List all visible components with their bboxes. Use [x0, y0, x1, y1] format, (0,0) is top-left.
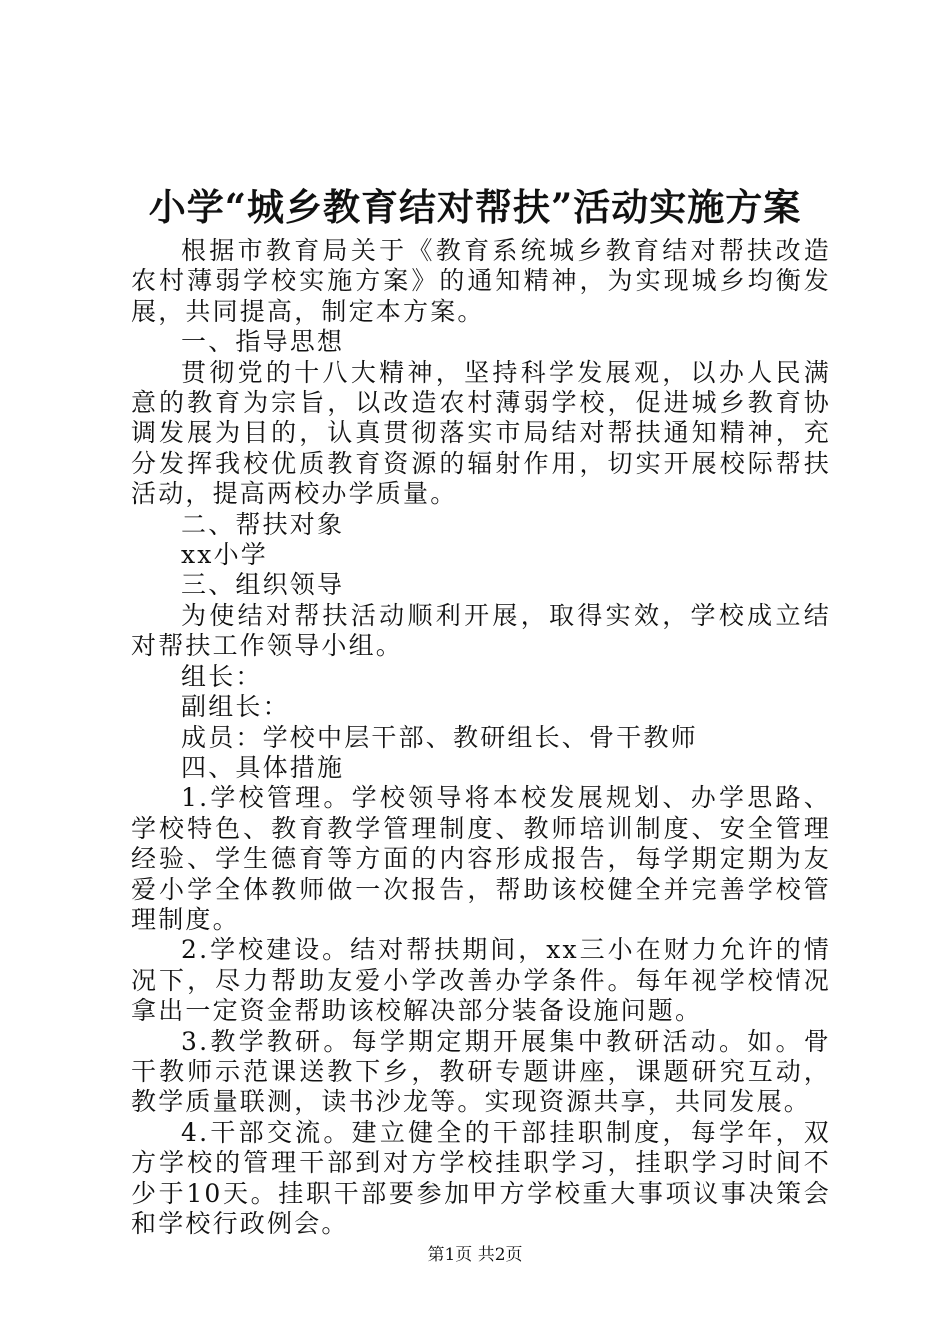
section-heading-guiding-ideology: 一、指导思想 — [181, 327, 345, 357]
team-leader-line: 组长： — [181, 661, 263, 691]
measure-school-management: 1.学校管理。学校领导将本校发展规划、办学思路、学校特色、教育教学管理制度、教师培训制度、安全管理经验、学生德育等方面的内容形成报告，每学期定期为友爱小学全体教师做一次报告，帮助该校健全并完善学校管理制度。 — [131, 783, 831, 934]
document-body — [131, 236, 831, 1239]
section-heading-measures: 四、具体措施 — [181, 752, 345, 782]
intro-paragraph: 根据市教育局关于《教育系统城乡教育结对帮扶改造农村薄弱学校实施方案》的通知精神，为实现城乡均衡发展，共同提高，制定本方案。 — [131, 236, 831, 326]
measure-cadre-exchange: 4.干部交流。建立健全的干部挂职制度，每学年，双方学校的管理干部到对方学校挂职学习，挂职学习时间不少于10天。挂职干部要参加甲方学校重大事项议事决策会和学校行政例会。 — [131, 1117, 831, 1238]
organization-paragraph: 为使结对帮扶活动顺利开展，取得实效，学校成立结对帮扶工作领导小组。 — [131, 600, 831, 661]
guiding-ideology-paragraph: 贯彻党的十八大精神，坚持科学发展观，以办人民满意的教育为宗旨，以改造农村薄弱学校，促进城乡教育协调发展为目的，认真贯彻落实市局结对帮扶通知精神，充分发挥我校优质教育资源的辐射作用，切实开展校际帮扶活动，提高两校办学质量。 — [131, 357, 831, 509]
measure-teaching-research: 3.教学教研。每学期定期开展集中教研活动。如。骨干教师示范课送教下乡，教研专题讲座，课题研究互动，教学质量联测，读书沙龙等。实现资源共享，共同发展。 — [131, 1026, 831, 1117]
members-line: 成员：学校中层干部、教研组长、骨干教师 — [181, 722, 698, 752]
assistance-target-paragraph: xx小学 — [181, 540, 268, 570]
document-title: 小学“城乡教育结对帮扶”活动实施方案 — [148, 185, 802, 229]
deputy-leader-line: 副组长： — [181, 692, 290, 722]
page-number-footer: 第1页 共2页 — [427, 1245, 523, 1265]
measure-school-construction: 2.学校建设。结对帮扶期间，xx三小在财力允许的情况下，尽力帮助友爱小学改善办学条件。每年视学校情况拿出一定资金帮助该校解决部分装备设施问题。 — [131, 935, 831, 1026]
section-heading-organization: 三、组织领导 — [181, 570, 345, 600]
section-heading-assistance-target: 二、帮扶对象 — [181, 509, 345, 539]
